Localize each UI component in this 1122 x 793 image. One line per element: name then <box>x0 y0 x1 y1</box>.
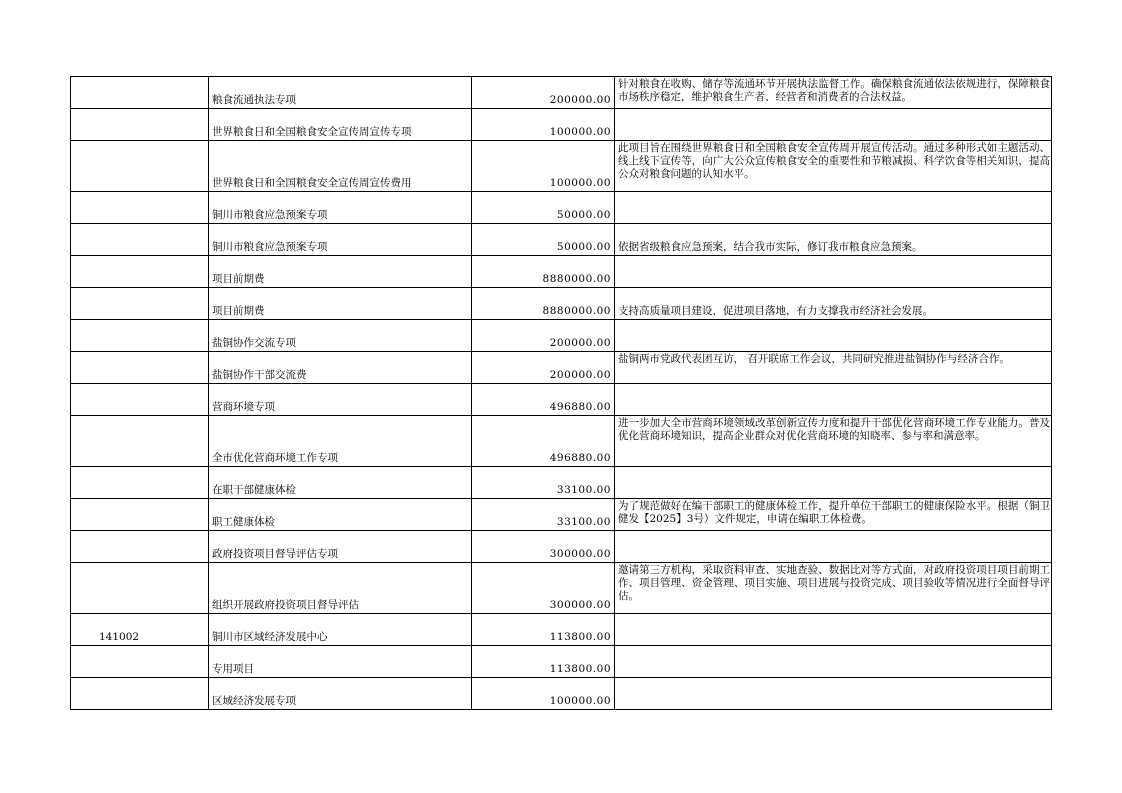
project-name-cell: 盐铜协作交流专项 <box>209 320 472 352</box>
description-cell <box>615 109 1052 141</box>
unit-code-cell <box>71 320 209 352</box>
table-row <box>71 77 1052 109</box>
unit-code-cell <box>71 384 209 416</box>
project-name-cell: 项目前期费 <box>209 256 472 288</box>
description-cell <box>615 256 1052 288</box>
amount-cell: 496880.00 <box>472 416 615 467</box>
description-cell <box>615 614 1052 646</box>
unit-code-cell <box>71 256 209 288</box>
description-cell: 进一步加大全市营商环境领域改革创新宣传力度和提升干部优化营商环境工作专业能力。普及优化营商环境知识，提高企业群众对优化营商环境的知晓率、参与率和满意率。 <box>615 416 1052 467</box>
table-row <box>71 141 1052 192</box>
description-cell <box>615 192 1052 224</box>
project-name-cell: 世界粮食日和全国粮食安全宣传周宣传费用 <box>209 141 472 192</box>
amount-cell: 50000.00 <box>472 192 615 224</box>
unit-code-cell <box>71 416 209 467</box>
table-row <box>71 288 1052 320</box>
amount-cell: 113800.00 <box>472 646 615 678</box>
project-name-cell: 职工健康体检 <box>209 499 472 531</box>
amount-cell: 113800.00 <box>472 614 615 646</box>
project-name-cell: 区域经济发展专项 <box>209 678 472 710</box>
amount-cell: 200000.00 <box>472 77 615 109</box>
amount-cell: 8880000.00 <box>472 288 615 320</box>
amount-cell: 100000.00 <box>472 141 615 192</box>
unit-code-cell <box>71 678 209 710</box>
unit-code-cell <box>71 499 209 531</box>
project-name-cell: 铜川市粮食应急预案专项 <box>209 192 472 224</box>
table-row <box>71 352 1052 384</box>
amount-cell: 100000.00 <box>472 109 615 141</box>
table-row <box>71 531 1052 563</box>
table-row <box>71 320 1052 352</box>
amount-cell: 8880000.00 <box>472 256 615 288</box>
amount-cell: 50000.00 <box>472 224 615 256</box>
description-cell <box>615 678 1052 710</box>
unit-code-cell <box>71 288 209 320</box>
table-row <box>71 384 1052 416</box>
unit-code-cell <box>71 77 209 109</box>
project-name-cell: 铜川市粮食应急预案专项 <box>209 224 472 256</box>
table-row <box>71 499 1052 531</box>
description-cell <box>615 467 1052 499</box>
unit-code-cell <box>71 192 209 224</box>
unit-code-cell <box>71 141 209 192</box>
amount-cell: 300000.00 <box>472 563 615 614</box>
table-row <box>71 192 1052 224</box>
project-name-cell: 世界粮食日和全国粮食安全宣传周宣传专项 <box>209 109 472 141</box>
project-name-cell: 粮食流通执法专项 <box>209 77 472 109</box>
table-row <box>71 224 1052 256</box>
amount-cell: 300000.00 <box>472 531 615 563</box>
budget-table-sheet <box>70 76 1050 710</box>
unit-code-cell <box>71 352 209 384</box>
description-cell <box>615 320 1052 352</box>
unit-code-cell <box>71 563 209 614</box>
unit-code-cell <box>71 531 209 563</box>
unit-code-cell <box>71 224 209 256</box>
project-name-cell: 盐铜协作干部交流费 <box>209 352 472 384</box>
description-cell: 支持高质量项目建设，促进项目落地，有力支撑我市经济社会发展。 <box>615 288 1052 320</box>
table-row <box>71 109 1052 141</box>
table-row <box>71 416 1052 467</box>
unit-code-cell <box>71 646 209 678</box>
amount-cell: 33100.00 <box>472 499 615 531</box>
project-name-cell: 铜川市区域经济发展中心 <box>209 614 472 646</box>
description-cell: 盐铜两市党政代表团互访， 召开联席工作会议，共同研究推进盐铜协作与经济合作。 <box>615 352 1052 384</box>
table-row <box>71 563 1052 614</box>
amount-cell: 200000.00 <box>472 352 615 384</box>
table-row <box>71 646 1052 678</box>
table-row <box>71 614 1052 646</box>
description-cell: 依据省级粮食应急预案，结合我市实际，修订我市粮食应急预案。 <box>615 224 1052 256</box>
description-cell <box>615 531 1052 563</box>
amount-cell: 496880.00 <box>472 384 615 416</box>
unit-code-cell <box>71 109 209 141</box>
table-row <box>71 678 1052 710</box>
project-name-cell: 营商环境专项 <box>209 384 472 416</box>
table-row <box>71 467 1052 499</box>
table-row <box>71 256 1052 288</box>
project-name-cell: 组织开展政府投资项目督导评估 <box>209 563 472 614</box>
amount-cell: 100000.00 <box>472 678 615 710</box>
unit-code-cell <box>71 467 209 499</box>
project-name-cell: 项目前期费 <box>209 288 472 320</box>
project-name-cell: 专用项目 <box>209 646 472 678</box>
project-name-cell: 全市优化营商环境工作专项 <box>209 416 472 467</box>
amount-cell: 200000.00 <box>472 320 615 352</box>
description-cell: 邀请第三方机构，采取资料审查、实地查验、数据比对等方式面，对政府投资项目项目前期工作、项目管理、资金管理、项目实施、项目进展与投资完成、项目验收等情况进行全面督导评估。 <box>615 563 1052 614</box>
budget-table <box>70 76 1052 710</box>
description-cell: 针对粮食在收购、储存等流通环节开展执法监督工作。确保粮食流通依法依规进行，保障粮食市场秩序稳定，维护粮食生产者、经营者和消费者的合法权益。 <box>615 77 1052 109</box>
description-cell: 为了规范做好在编干部职工的健康体检工作，提升单位干部职工的健康保险水平。根据（铜卫健发【2025】3号）文件规定，申请在编职工体检费。 <box>615 499 1052 531</box>
description-cell: 此项目旨在围绕世界粮食日和全国粮食安全宣传周开展宣传活动。通过多种形式如主题活动、线上线下宣传等，向广大公众宣传粮食安全的重要性和节粮减损、科学饮食等相关知识，提高公众对粮食问题的认知水平。 <box>615 141 1052 192</box>
description-cell <box>615 384 1052 416</box>
project-name-cell: 政府投资项目督导评估专项 <box>209 531 472 563</box>
unit-code-cell: 141002 <box>71 614 209 646</box>
description-cell <box>615 646 1052 678</box>
amount-cell: 33100.00 <box>472 467 615 499</box>
project-name-cell: 在职干部健康体检 <box>209 467 472 499</box>
